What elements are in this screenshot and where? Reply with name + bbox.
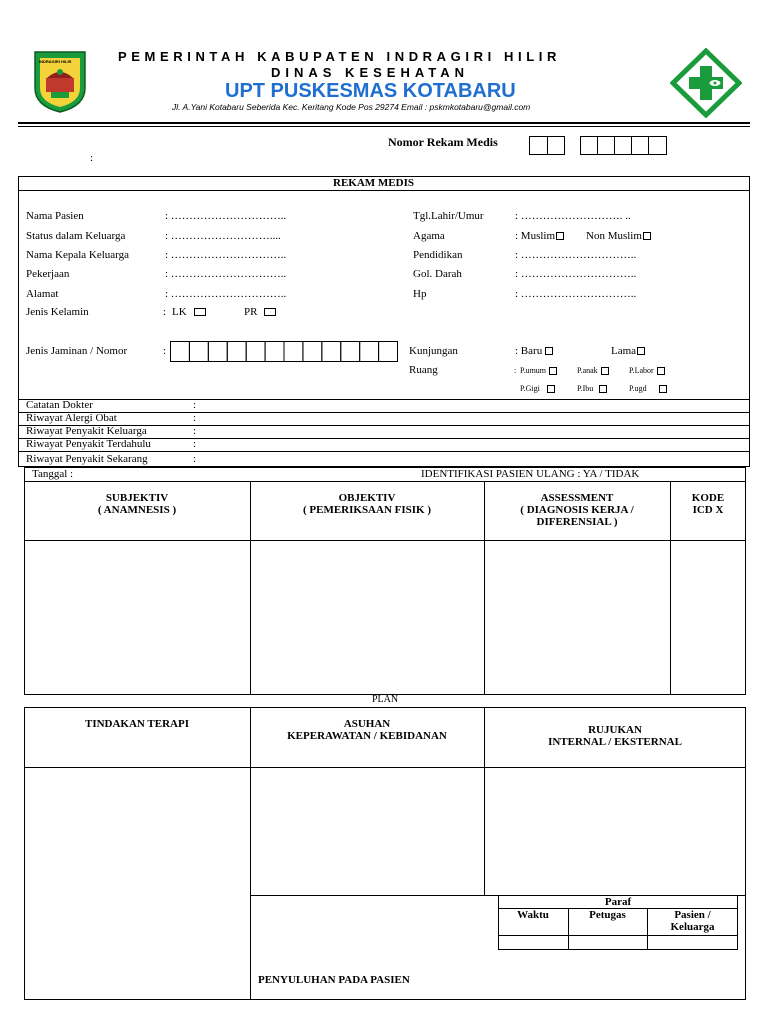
header-rujukan: RUJUKAN INTERNAL / EKSTERNAL (548, 724, 682, 748)
plan-title: PLAN (371, 694, 399, 705)
cell-objektiv[interactable] (251, 541, 483, 694)
option-p-labor[interactable] (629, 366, 665, 375)
section-title: REKAM MEDIS (333, 177, 414, 189)
label-status-keluarga: Status dalam Keluarga (26, 230, 126, 242)
option-p-umum[interactable] (520, 366, 557, 375)
signature-title: Paraf (604, 896, 632, 908)
option-p-gigi[interactable] (520, 384, 555, 393)
option-lama-label: Lama (611, 345, 637, 357)
education-label: PENYULUHAN PADA PASIEN (258, 974, 410, 986)
department-title: DINAS KESEHATAN (271, 65, 470, 80)
health-logo (670, 48, 742, 118)
checkbox-non-muslim[interactable] (643, 232, 651, 240)
header-kode-icd: KODE ICD X (691, 492, 725, 516)
label-pendidikan: Pendidikan (413, 249, 463, 261)
header-divider-thin (18, 126, 750, 127)
record-number-label: Nomor Rekam Medis (388, 135, 498, 149)
insurance-number-cell[interactable] (246, 342, 265, 362)
header-tindakan-terapi: TINDAKAN TERAPI (84, 718, 189, 730)
history-divider-0 (18, 399, 750, 400)
signature-cell-waktu[interactable] (499, 936, 567, 949)
insurance-colon: : (163, 345, 167, 357)
insurance-number-boxes[interactable] (170, 341, 398, 362)
insurance-number-cell[interactable] (360, 342, 379, 362)
cell-asuhan[interactable] (251, 768, 483, 894)
header-subjektiv: SUBJEKTIV ( ANAMNESIS ) (97, 492, 177, 516)
header-objektiv: OBJEKTIV ( PEMERIKSAAN FISIK ) (302, 492, 432, 516)
field-pekerjaan[interactable]: : ………………………….. (165, 268, 287, 280)
signature-cell-pasien[interactable] (648, 936, 737, 949)
field-tgl-lahir[interactable]: : ………………………. .. (515, 210, 631, 222)
checkbox-baru[interactable] (545, 347, 553, 355)
label-gol-darah: Gol. Darah (413, 268, 462, 280)
government-title: PEMERINTAH KABUPATEN INDRAGIRI HILIR (118, 49, 561, 64)
gender-colon: : (163, 306, 167, 318)
option-muslim-label: : Muslim (515, 230, 556, 242)
label-penyakit-sekarang: Riwayat Penyakit Sekarang (26, 453, 148, 465)
insurance-number-cell[interactable] (379, 342, 398, 362)
cell-assessment[interactable] (485, 541, 669, 694)
option-p-anak[interactable] (577, 366, 609, 375)
checkbox-lk[interactable] (194, 308, 206, 316)
option-p-umum-label: P.umum (520, 366, 547, 375)
option-p-ugd[interactable] (629, 384, 667, 393)
option-muslim[interactable] (515, 230, 564, 242)
insurance-number-cell[interactable] (208, 342, 227, 362)
insurance-number-cell[interactable] (227, 342, 246, 362)
field-catatan-dokter[interactable]: : (193, 399, 197, 411)
option-lk[interactable] (172, 306, 206, 318)
insurance-number-cell[interactable] (322, 342, 341, 362)
label-jenis-kelamin: Jenis Kelamin (26, 306, 89, 318)
option-p-gigi-label: P.Gigi (520, 384, 540, 393)
option-pr-label: PR (244, 306, 258, 318)
option-p-ibu[interactable] (577, 384, 607, 393)
option-p-anak-label: P.anak (577, 366, 598, 375)
label-kunjungan: Kunjungan (409, 345, 458, 357)
checkbox-p-gigi[interactable] (547, 385, 555, 393)
insurance-number-cell[interactable] (265, 342, 284, 362)
field-nama-pasien[interactable]: : ………………………….. (165, 210, 287, 222)
cell-kode-icd[interactable] (671, 541, 745, 694)
checkbox-p-labor[interactable] (657, 367, 665, 375)
option-p-labor-label: P.Labor (629, 366, 654, 375)
regency-logo (31, 48, 89, 114)
label-pekerjaan: Pekerjaan (26, 268, 70, 280)
record-number-boxes-b[interactable] (580, 136, 667, 155)
history-divider-4 (18, 451, 750, 452)
label-nama-pasien: Nama Pasien (26, 210, 84, 222)
field-penyakit-sekarang[interactable]: : (193, 453, 197, 465)
header-divider-thick (18, 122, 750, 124)
reidentify-patient[interactable]: IDENTIFIKASI PASIEN ULANG : YA / TIDAK (421, 468, 640, 480)
checkbox-lama[interactable] (637, 347, 645, 355)
label-kepala-keluarga: Nama Kepala Keluarga (26, 249, 130, 261)
emblem-text: INDRAGIRI HILIR (39, 59, 72, 64)
insurance-number-cell[interactable] (341, 342, 360, 362)
option-p-ugd-label: P.ugd (629, 384, 647, 393)
label-alergi-obat: Riwayat Alergi Obat (26, 412, 117, 424)
option-baru[interactable] (515, 345, 553, 357)
label-ruang: Ruang (409, 364, 438, 376)
label-jenis-jaminan: Jenis Jaminan / Nomor (26, 345, 128, 357)
header-asuhan: ASUHAN KEPERAWATAN / KEBIDANAN (287, 718, 447, 742)
label-penyakit-keluarga: Riwayat Penyakit Keluarga (26, 425, 147, 437)
cell-subjektiv[interactable] (25, 541, 249, 694)
field-alamat[interactable]: : ………………………….. (165, 288, 287, 300)
signature-waktu: Waktu (517, 909, 549, 921)
field-alergi-obat[interactable]: : (193, 412, 197, 424)
label-alamat: Alamat (26, 288, 59, 300)
option-non-muslim[interactable] (586, 230, 651, 242)
insurance-number-cell[interactable] (303, 342, 322, 362)
address-line: Jl. A.Yani Kotabaru Seberida Kec. Keritang Kode Pos 29274 Email : pskmkotabaru@gmail.com (172, 102, 531, 112)
history-divider-1 (18, 412, 750, 413)
room-colon: : (514, 366, 517, 375)
title-divider (18, 190, 750, 191)
field-penyakit-keluarga[interactable]: : (193, 425, 197, 437)
checkbox-muslim[interactable] (556, 232, 564, 240)
checkbox-p-anak[interactable] (601, 367, 609, 375)
field-pendidikan[interactable]: : ………………………….. (515, 249, 637, 261)
label-penyakit-terdahulu: Riwayat Penyakit Terdahulu (26, 438, 151, 450)
checkbox-p-umum[interactable] (549, 367, 557, 375)
label-tanggal[interactable]: Tanggal : (32, 468, 74, 480)
signature-pasien: Pasien / Keluarga (670, 909, 715, 933)
checkbox-p-ugd[interactable] (659, 385, 667, 393)
option-lama[interactable] (611, 345, 645, 357)
label-tgl-lahir: Tgl.Lahir/Umur (413, 210, 484, 222)
signature-petugas: Petugas (589, 909, 626, 921)
stray-colon: : (90, 152, 94, 164)
option-p-ibu-label: P.Ibu (577, 384, 594, 393)
cell-tindakan-terapi[interactable] (25, 768, 249, 999)
field-penyakit-terdahulu[interactable]: : (193, 438, 197, 450)
record-number-boxes-a[interactable] (529, 136, 565, 155)
checkbox-p-ibu[interactable] (599, 385, 607, 393)
field-status-keluarga[interactable]: : ……………………….... (165, 230, 281, 242)
cell-rujukan[interactable] (485, 768, 745, 894)
field-hp[interactable]: : ………………………….. (515, 288, 637, 300)
insurance-number-cell[interactable] (189, 342, 208, 362)
option-baru-label: : Baru (515, 345, 543, 357)
patient-info-frame (18, 176, 750, 467)
label-catatan-dokter: Catatan Dokter (26, 399, 93, 411)
label-agama: Agama (413, 230, 445, 242)
checkbox-pr[interactable] (264, 308, 276, 316)
field-gol-darah[interactable]: : ………………………….. (515, 268, 637, 280)
label-hp: Hp (413, 288, 427, 300)
insurance-number-cell[interactable] (284, 342, 303, 362)
option-pr[interactable] (244, 306, 276, 318)
signature-cell-petugas[interactable] (569, 936, 646, 949)
insurance-number-cell[interactable] (171, 342, 190, 362)
header-assessment: ASSESSMENT ( DIAGNOSIS KERJA / DIFERENSIAL ) (520, 492, 634, 528)
institution-title: UPT PUSKESMAS KOTABARU (225, 80, 516, 102)
option-lk-label: LK (172, 306, 187, 318)
option-non-muslim-label: Non Muslim (586, 230, 642, 242)
field-kepala-keluarga[interactable]: : ………………………….. (165, 249, 287, 261)
